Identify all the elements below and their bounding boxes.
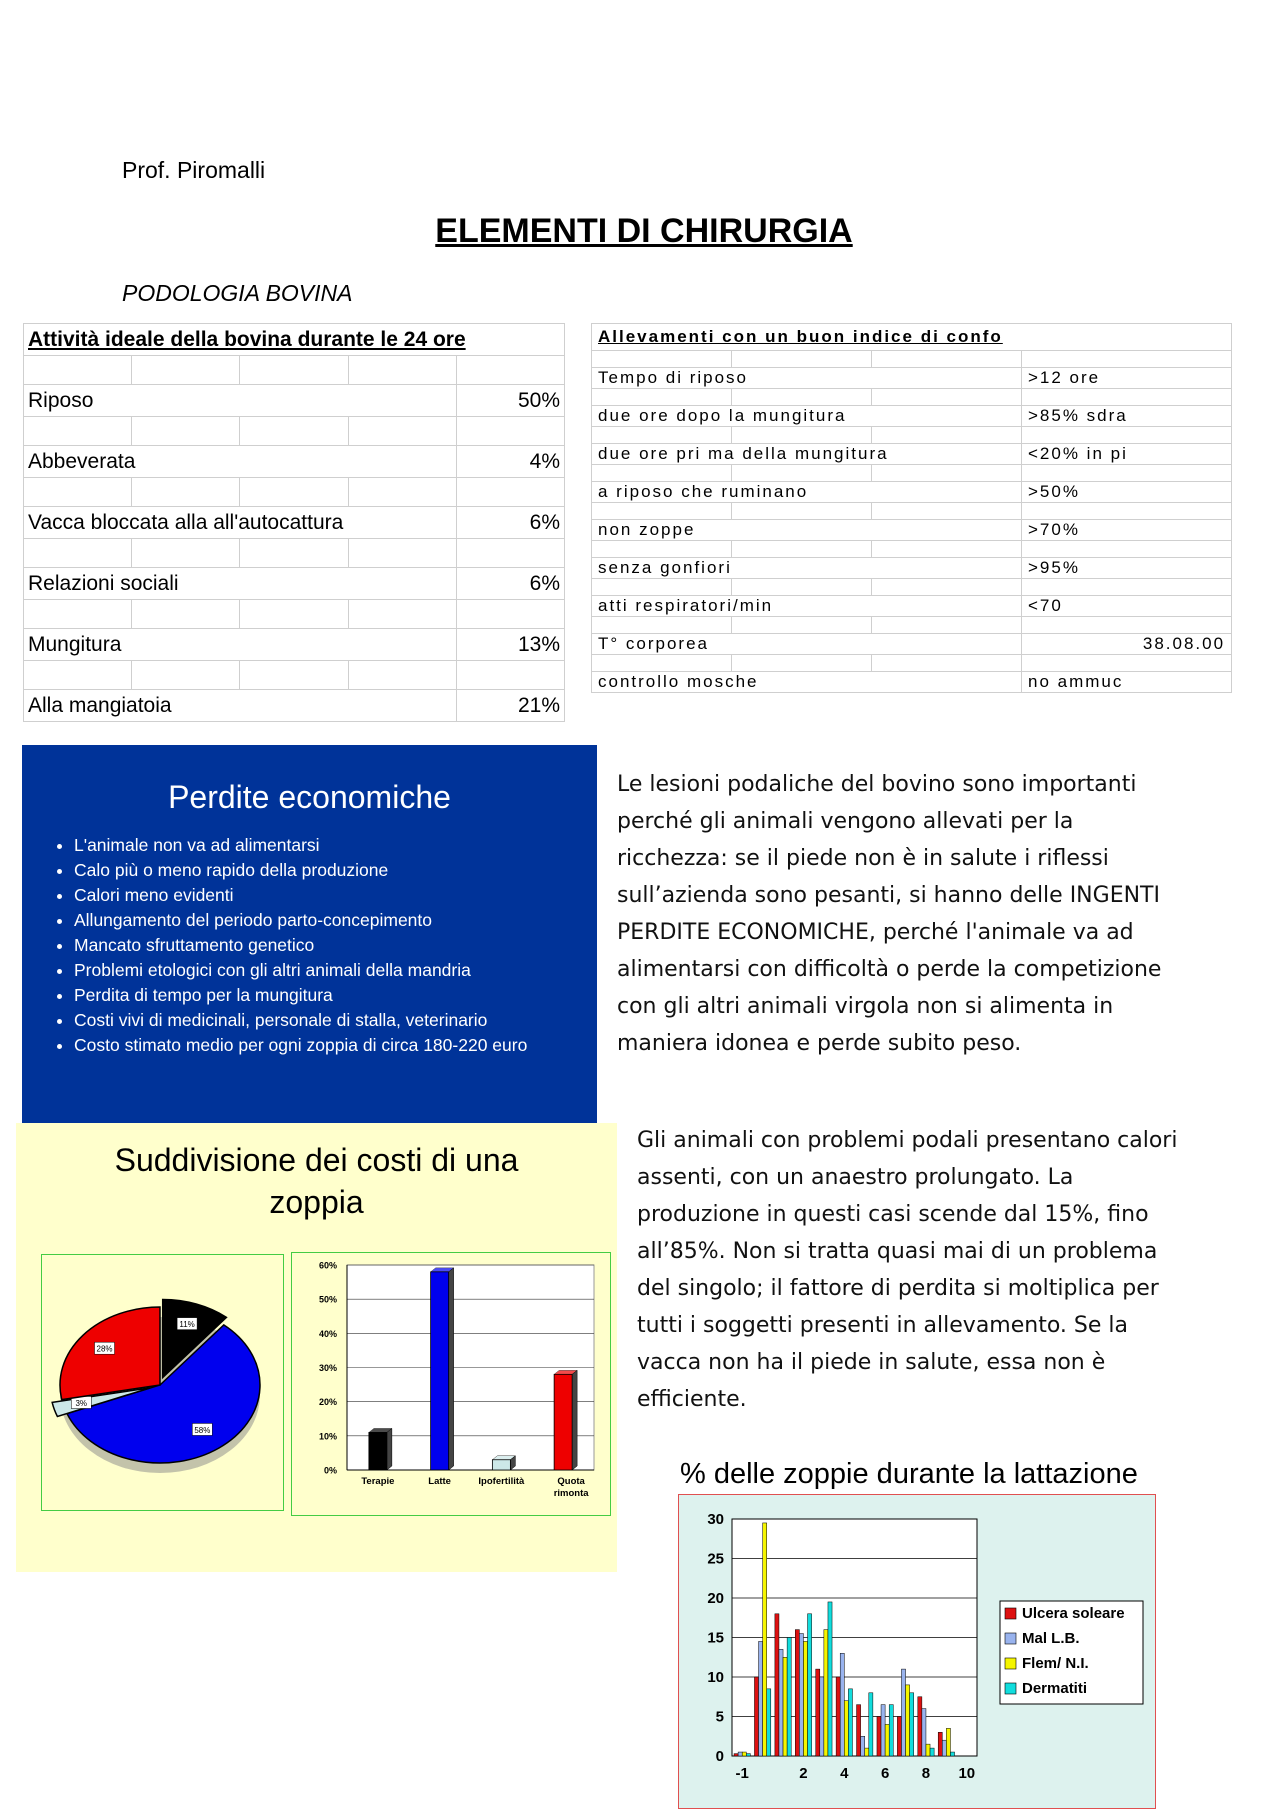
activity-label: Mungitura [24,629,457,661]
activity-label: Riposo [24,385,457,417]
paragraph-production: Gli animali con problemi podali presentano calori assenti, con un anaestro prolungato. La produzione in questi casi scende dal 15%, fino all’85%. Non si tratta quasi mai di un problema del singolo; il fattore di perdita si moltiplica per tutti i soggetti presenti in allevamento. Se la vacca non ha il piede in salute, essa non è efficiente. [637,1128,1178,1412]
bar-side [387,1428,392,1470]
activity-label: Alla mangiatoia [24,690,457,722]
legend-swatch [1005,1683,1016,1694]
section-subtitle: PODOLOGIA BOVINA [122,280,353,306]
y-tick-label: 25 [707,1550,724,1568]
activity-label: Relazioni sociali [24,568,457,600]
legend-label: Ulcera soleare [1022,1605,1125,1622]
activity-table [23,323,565,728]
bar-dermatiti [746,1754,750,1756]
y-tick-label: 50% [318,1294,337,1305]
loss-item: • Costi vivi di medicinali, personale di stalla, veterinario [74,1008,574,1033]
bar-side [572,1370,577,1470]
bar-flem-n-i- [763,1523,767,1756]
cost-pie-chart [42,1255,283,1510]
document-title: ELEMENTI DI CHIRURGIA [435,212,853,250]
x-tick-label: 4 [840,1765,849,1782]
bar-flem-n-i- [783,1657,787,1756]
economic-losses-slide [22,745,597,1123]
bar-mal-l-b- [901,1669,905,1756]
comfort-label: atti respiratori/min [592,596,1022,617]
bar-chart-frame [291,1252,611,1516]
activity-value: 6% [456,568,564,600]
x-tick-label: 2 [799,1765,808,1782]
bar-dermatiti [767,1689,771,1756]
comfort-value: >95% [1022,558,1232,579]
y-tick-label: 0% [323,1465,337,1476]
legend-swatch [1005,1633,1016,1644]
y-tick-label: 20 [707,1590,724,1607]
comfort-label: non zoppe [592,520,1022,541]
loss-item: • Costo stimato medio per ogni zoppia di circa 180-220 euro [74,1033,574,1058]
bar-dermatiti [869,1693,873,1756]
legend-label: Dermatiti [1022,1680,1088,1697]
activity-value: 13% [456,629,564,661]
activity-value: 50% [456,385,564,417]
bar-flem-n-i- [742,1752,746,1756]
y-tick-label: 5 [715,1708,724,1726]
loss-item: • Perdita di tempo per la mungitura [74,983,574,1008]
comfort-value: >85% sdra [1022,406,1232,427]
y-tick-label: 60% [318,1260,337,1271]
lactation-lameness-chart [679,1495,1155,1808]
bar-mal-l-b- [840,1653,844,1756]
pie-label: 28% [96,1344,113,1354]
bar-flem-n-i- [885,1724,889,1756]
loss-item: • Mancato sfruttamento genetico [74,933,574,958]
bar-dermatiti [808,1614,812,1756]
activity-label: Abbeverata [24,446,457,478]
bar-ulcera-soleare [877,1717,881,1757]
comfort-value: <70 [1022,596,1232,617]
bar-dermatiti [828,1602,832,1756]
loss-item: • Calori meno evidenti [74,883,574,908]
author-name: Prof. Piromalli [122,157,266,183]
y-tick-label: 20% [318,1397,337,1408]
y-tick-label: 0 [715,1748,724,1765]
comfort-value: >70% [1022,520,1232,541]
loss-item: • Allungamento del periodo parto-concepimento [74,908,574,933]
activity-table-title: Attività ideale della bovina durante le 24 ore [24,324,565,356]
cost-slide-title [16,1139,617,1223]
bar-ulcera-soleare [734,1754,738,1756]
cost-title-line2: zoppia [269,1184,364,1220]
comfort-value: >12 ore [1022,368,1232,389]
comfort-label: due ore pri ma della mungitura [592,444,1022,465]
activity-value: 6% [456,507,564,539]
activity-value: 21% [456,690,564,722]
losses-title: Perdite economiche [168,779,451,815]
bar-dermatiti [848,1689,852,1756]
paragraph-losses: Le lesioni podaliche del bovino sono importanti perché gli animali vengono allevati per la ricchezza: se il piede non è in salute i riflessi sull’azienda sono pesanti, si hanno delle INGENTI PERDITE ECONOMICHE, perché l'animale va ad alimentarsi con difficoltà o perde la competizione con gli altri animali virgola non si alimenta in maniera idonea e perde subito peso. [617,772,1162,1056]
bar-flem-n-i- [824,1630,828,1756]
y-tick-label: 10% [318,1431,337,1442]
bar-flem-n-i- [926,1744,930,1756]
bar-mal-l-b- [881,1705,885,1756]
bar-mal-l-b- [799,1634,803,1756]
legend-swatch [1005,1658,1016,1669]
bar-dermatiti [910,1693,914,1756]
y-tick-label: 15 [707,1629,724,1647]
comfort-value: 38.08.00 [1022,634,1232,655]
cost-bar-latte [431,1272,449,1470]
bar-ulcera-soleare [836,1677,840,1756]
x-tick-label: Quota [557,1476,585,1487]
bar-dermatiti [889,1705,893,1756]
y-tick-label: 30% [318,1363,337,1373]
activity-label: Vacca bloccata alla all'autocattura [24,507,457,539]
cost-title-line1: Suddivisione dei costi di una [114,1142,519,1178]
bar-mal-l-b- [861,1736,865,1756]
comfort-value: no ammuc [1022,672,1232,693]
bar-ulcera-soleare [775,1614,779,1756]
lactation-chart-title: % delle zoppie durante la lattazione [680,1458,1138,1490]
x-tick-label: rimonta [553,1488,589,1499]
loss-item: • Calo più o meno rapido della produzione [74,858,574,883]
bar-ulcera-soleare [857,1705,861,1756]
pie-chart-frame [41,1254,284,1511]
bar-dermatiti [950,1752,954,1756]
cost-bar-ipofertilità [492,1460,510,1470]
comfort-label: due ore dopo la mungitura [592,406,1022,427]
bar-mal-l-b- [738,1752,742,1756]
comfort-label: a riposo che ruminano [592,482,1022,503]
comfort-value: >50% [1022,482,1232,503]
bar-flem-n-i- [946,1728,950,1756]
x-tick-label: 8 [921,1765,931,1782]
legend-swatch [1005,1608,1016,1619]
bar-dermatiti [787,1638,791,1757]
pie-label: 58% [194,1425,211,1435]
bar-mal-l-b- [779,1649,783,1756]
y-tick-label: 30 [707,1511,724,1528]
bar-flem-n-i- [906,1685,910,1756]
bar-side [449,1268,454,1470]
comfort-table-title: Allevamenti con un buon indice di confo [592,324,1232,351]
cost-bar-chart [292,1253,610,1515]
comfort-label: Tempo di riposo [592,368,1022,389]
bar-mal-l-b- [759,1641,763,1756]
bar-mal-l-b- [922,1709,926,1756]
x-tick-label: 6 [880,1765,890,1782]
bar-dermatiti [930,1748,934,1756]
legend-label: Mal L.B. [1022,1630,1080,1647]
x-tick-label: Terapie [361,1476,395,1487]
y-tick-label: 40% [318,1328,337,1339]
x-tick-label: Ipofertilità [478,1476,525,1487]
bar-flem-n-i- [865,1748,869,1756]
x-tick-label: Latte [428,1476,451,1487]
pie-label: 11% [179,1320,195,1330]
lactation-chart-frame [678,1494,1156,1809]
bar-ulcera-soleare [918,1697,922,1756]
bar-flem-n-i- [803,1641,807,1756]
pie-label: 3% [75,1398,88,1408]
legend-label: Flem/ N.I. [1022,1655,1089,1672]
bar-ulcera-soleare [816,1669,820,1756]
bar-ulcera-soleare [897,1717,901,1757]
activity-value: 4% [456,446,564,478]
bar-mal-l-b- [820,1677,824,1756]
bar-flem-n-i- [844,1701,848,1756]
loss-item: • L'animale non va ad alimentarsi [74,833,574,858]
comfort-label: senza gonfiori [592,558,1022,579]
comfort-table [591,323,1226,713]
cost-bar-terapie [369,1432,387,1470]
x-tick-label: 10 [958,1765,976,1782]
y-tick-label: 10 [707,1669,724,1686]
comfort-label: T° corporea [592,634,1022,655]
bar-ulcera-soleare [938,1732,942,1756]
bar-mal-l-b- [942,1740,946,1756]
bar-ulcera-soleare [795,1630,799,1756]
loss-item: • Problemi etologici con gli altri animali della mandria [74,958,574,983]
bar-ulcera-soleare [754,1677,758,1756]
x-tick-label: -1 [735,1765,749,1782]
cost-bar-quota-rimonta [554,1374,572,1470]
comfort-value: <20% in pi [1022,444,1232,465]
comfort-label: controllo mosche [592,672,1022,693]
